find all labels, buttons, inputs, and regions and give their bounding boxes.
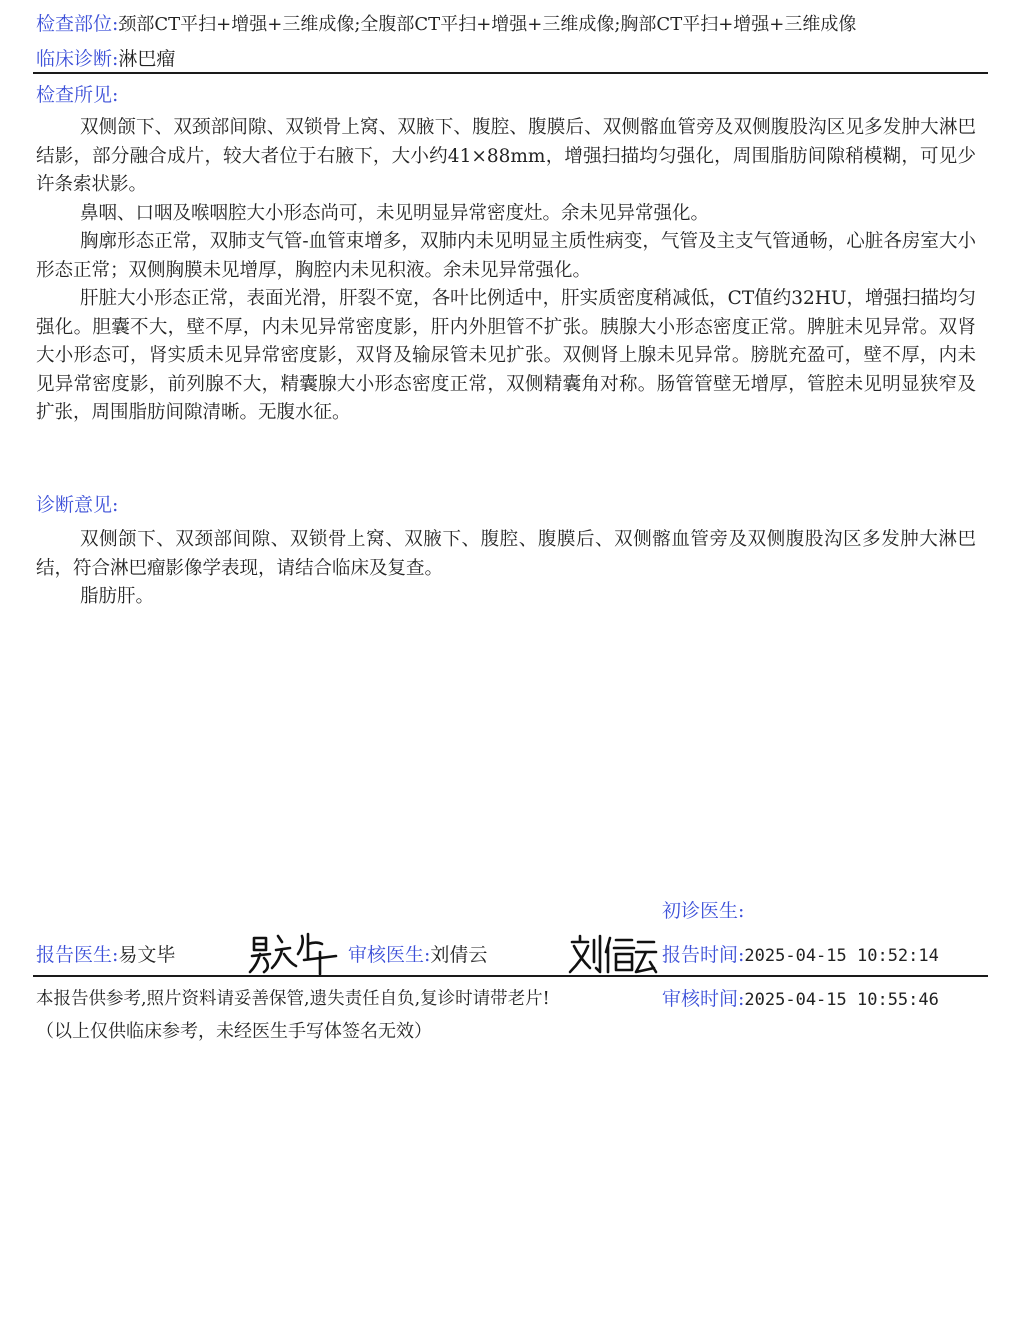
report-time-row <box>662 942 939 969</box>
report-doctor-label: 报告医生: <box>36 944 119 966</box>
review-time-row <box>662 986 939 1013</box>
review-doctor-label: 审核医生: <box>348 944 431 966</box>
report-doctor-name: 易文毕 <box>118 944 176 966</box>
report-doctor-signature <box>246 928 342 976</box>
clinical-diagnosis-row <box>36 46 175 72</box>
report-time-value: 2025-04-15 10:52:14 <box>744 946 939 966</box>
report-doctor-row <box>36 942 175 968</box>
review-doctor-signature <box>566 932 658 976</box>
report-time-label: 报告时间: <box>662 944 745 966</box>
review-doctor-name: 刘倩云 <box>430 944 488 966</box>
exam-site-row <box>36 11 856 38</box>
findings-title: 检查所见: <box>36 84 119 106</box>
initial-doctor-label: 初诊医生: <box>662 900 745 922</box>
impression-title: 诊断意见: <box>36 494 119 516</box>
impression-paragraph-2: 脂肪肝。 <box>80 586 155 607</box>
exam-site-value: 颈部CT平扫+增强+三维成像;全腹部CT平扫+增强+三维成像;胸部CT平扫+增强+三维成像 <box>118 14 857 35</box>
review-time-value: 2025-04-15 10:55:46 <box>744 990 939 1010</box>
footer-notice: 本报告供参考,照片资料请妥善保管,遗失责任自负,复诊时请带老片! <box>36 989 550 1009</box>
impression-paragraph-1: 双侧颌下、双颈部间隙、双锁骨上窝、双腋下、腹腔、腹膜后、双侧髂血管旁及双侧腹股沟区多发肿大淋巴结，符合淋巴瘤影像学表现，请结合临床及复查。 <box>36 529 976 579</box>
findings-paragraph-2: 鼻咽、口咽及喉咽腔大小形态尚可，未见明显异常密度灶。余未见异常强化。 <box>80 203 710 224</box>
review-time-label: 审核时间: <box>662 988 745 1010</box>
review-doctor-row <box>348 942 487 968</box>
findings-paragraph-3: 胸廓形态正常，双肺支气管-血管束增多，双肺内未见明显主质性病变，气管及主支气管通畅，心脏各房室大小形态正常；双侧胸膜未见增厚，胸腔内未见积液。余未见异常强化。 <box>36 231 976 281</box>
footer-disclaimer: （以上仅供临床参考，未经医生手写体签名无效） <box>36 1021 432 1042</box>
findings-paragraph-1: 双侧颌下、双颈部间隙、双锁骨上窝、双腋下、腹腔、腹膜后、双侧髂血管旁及双侧腹股沟区见多发肿大淋巴结影，部分融合成片，较大者位于右腋下，大小约41×88mm，增强扫描均匀强化，周围脂肪间隙稍模糊，可见少许条索状影。 <box>36 117 976 196</box>
clinical-diagnosis-label: 临床诊断: <box>36 48 119 70</box>
signature-divider <box>33 975 988 977</box>
clinical-diagnosis-value: 淋巴瘤 <box>118 48 176 70</box>
findings-paragraph-4: 肝脏大小形态正常，表面光滑，肝裂不宽，各叶比例适中，肝实质密度稍减低，CT值约32HU，增强扫描均匀强化。胆囊不大，壁不厚，内未见异常密度影，肝内外胆管不扩张。胰腺大小形态密度正常。脾脏未见异常。双肾大小形态可，肾实质未见异常密度影，双肾及输尿管未见扩张。双侧肾上腺未见异常。膀胱充盈可，壁不厚，内未见异常密度影，前列腺不大，精囊腺大小形态密度正常，双侧精囊角对称。肠管管壁无增厚，管腔未见明显狭窄及扩张，周围脂肪间隙清晰。无腹水征。 <box>36 288 976 424</box>
header-divider <box>33 72 988 74</box>
exam-site-label: 检查部位: <box>36 13 119 35</box>
